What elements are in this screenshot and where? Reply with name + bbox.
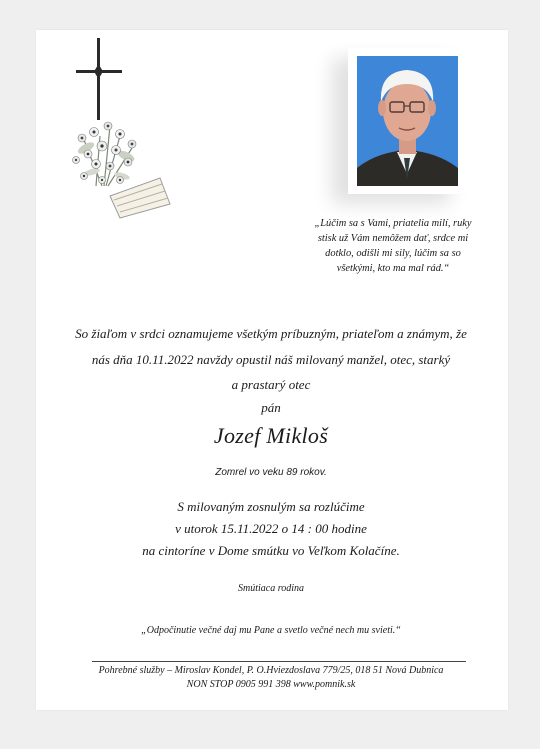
funeral-line-2: v utorok 15.11.2022 o 14 : 00 hodine [175, 521, 367, 536]
quote-line: „Lúčim sa s Vami, priatelia milí, ruky [314, 218, 472, 229]
announcement-line-4: pán [261, 400, 281, 415]
announcement-line-3: a prastarý otec [231, 377, 311, 392]
quote-line: stisk už Vám nemôžem dať, srdce mi [317, 233, 469, 244]
flower-bouquet-icon [73, 122, 137, 186]
farewell-quote [290, 216, 496, 276]
quote-line: všetkými, kto ma mal rád.“ [336, 263, 450, 274]
cross-icon [76, 38, 122, 120]
funeral-line-3: na cintoríne v Dome smútku vo Veľkom Kolačíne. [142, 543, 400, 558]
deceased-age: Zomrel vo veku 89 rokov. [215, 467, 327, 478]
funeral-service-contact: NON STOP 0905 991 398 www.pomnik.sk [186, 679, 356, 690]
book-icon [110, 178, 170, 218]
footer-divider [92, 661, 466, 662]
funeral-service-address: Pohrebné služby – Miroslav Kondel, P. O.Hviezdoslava 779/25, 018 51 Nová Dubnica [98, 665, 444, 676]
prayer-line: „Odpočinutie večné daj mu Pane a svetlo večné nech mu svieti.“ [141, 625, 401, 636]
portrait-photo [357, 56, 458, 186]
announcement-line-1: So žiaľom v srdci oznamujeme všetkým príbuzným, priateľom a známym, že [75, 326, 467, 341]
announcement-line-2: nás dňa 10.11.2022 navždy opustil náš milovaný manžel, otec, starký [91, 352, 451, 367]
deceased-name: Jozef Mikloš [213, 423, 329, 448]
portrait-frame [348, 48, 466, 194]
family-signature: Smútiaca rodina [237, 583, 304, 594]
funeral-line-1: S milovaným zosnulým sa rozlúčime [177, 499, 365, 514]
quote-line: dotklo, odišli mi sily, lúčim sa so [325, 248, 461, 259]
cross-flower-ornament [62, 36, 174, 220]
